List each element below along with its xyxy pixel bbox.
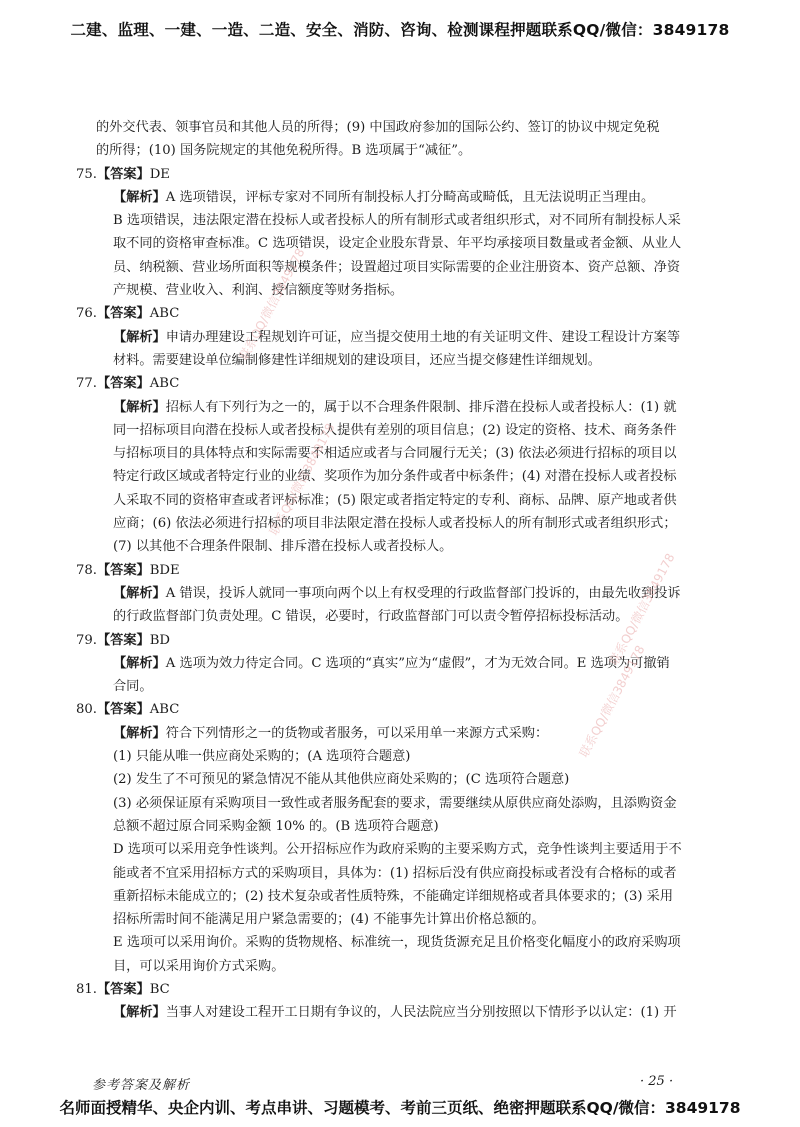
question-number: 75. [76, 166, 97, 182]
analysis-line [96, 326, 724, 349]
analysis-text: 申请办理建设工程规划许可证，应当提交使用土地的有关证明文件、建设工程设计方案等 [165, 329, 681, 345]
analysis-line [96, 349, 724, 372]
analysis-line [96, 419, 724, 442]
analysis-line [96, 535, 724, 558]
answer-tag: 【答案】 [96, 562, 150, 578]
analysis-line [96, 442, 724, 465]
analysis-line [96, 955, 724, 978]
analysis-tag: 【解析】 [113, 329, 166, 345]
analysis-line [96, 489, 724, 512]
analysis-text: 合同。 [113, 679, 153, 695]
answer-value: BDE [149, 562, 180, 578]
footer-title: 参考答案及解析 [92, 1078, 191, 1093]
analysis-text: A 选项为效力待定合同。C 选项的“真实”应为“虚假”，才为无效合同。E 选项为可撤销 [165, 655, 670, 671]
answer-value: BC [149, 981, 170, 997]
analysis-tag: 【解析】 [113, 585, 166, 601]
analysis-line [96, 186, 724, 209]
analysis-text: 应商；(6) 依法必须进行招标的项目非法限定潜在投标人或者投标人的所有制形式或者组织形式； [113, 516, 677, 532]
analysis-text: 与招标项目的具体特点和实际需要不相适应或者与合同履行无关；(3) 依法必须进行招标的项目以 [113, 446, 677, 462]
answer-line [76, 559, 724, 582]
watermark: 联系QQ/微信3849178 [266, 421, 338, 538]
analysis-line [96, 1001, 724, 1024]
question-number: 80. [76, 702, 97, 718]
analysis-text: 总额不超过原合同采购金额 10% 的。(B 选项符合题意) [113, 818, 439, 834]
analysis-line [96, 582, 724, 605]
answer-line [76, 302, 724, 325]
answer-tag: 【答案】 [96, 702, 150, 718]
answer-tag: 【答案】 [96, 376, 150, 392]
answer-tag: 【答案】 [96, 166, 150, 182]
analysis-text: A 错误，投诉人就同一事项向两个以上有权受理的行政监督部门投诉的，由最先收到投诉 [165, 585, 681, 601]
answer-tag: 【答案】 [96, 981, 150, 997]
answer-line [76, 372, 724, 395]
analysis-text: 重新招标未能成立的；(2) 技术复杂或者性质特殊，不能确定详细规格或者具体要求的；(3) 采用 [113, 888, 674, 904]
watermark: 联系QQ/微信3849178 [606, 551, 678, 668]
analysis-text: A 选项错误，评标专家对不同所有制投标人打分畸高或畸低，且无法说明正当理由。 [165, 189, 655, 205]
analysis-text: (3) 必须保证原有采购项目一致性或者服务配套的要求，需要继续从原供应商处添购，且添购资金 [113, 795, 677, 811]
watermark: 联系QQ/微信3849178 [236, 246, 308, 363]
answer-value: ABC [149, 306, 180, 322]
answer-line [76, 163, 724, 186]
analysis-line [96, 465, 724, 488]
analysis-line [96, 838, 724, 861]
analysis-text: 材料。需要建设单位编制修建性详细规划的建设项目，还应当提交修建性详细规划。 [113, 352, 601, 368]
analysis-tag: 【解析】 [113, 655, 166, 671]
answer-tag: 【答案】 [96, 306, 150, 322]
analysis-tag: 【解析】 [113, 189, 166, 205]
analysis-text: E 选项可以采用询价。采购的货物规格、标准统一，现货货源充足且价格变化幅度小的政府采购项 [113, 935, 681, 951]
analysis-text: 产规模、营业收入、利润、授信额度等财务指标。 [113, 283, 404, 299]
analysis-line [96, 745, 724, 768]
watermark: 联系QQ/微信3849178 [576, 643, 648, 760]
answer-line [76, 978, 724, 1001]
analysis-text: 目，可以采用询价方式采购。 [113, 958, 285, 974]
answer-text-body [76, 116, 724, 1025]
answer-value: ABC [149, 702, 180, 718]
analysis-text: 符合下列情形之一的货物或者服务，可以采用单一来源方式采购： [165, 725, 549, 741]
answer-value: BD [149, 632, 170, 648]
analysis-tag: 【解析】 [113, 399, 166, 415]
analysis-text: (7) 以其他不合理条件限制、排斥潜在投标人或者投标人。 [113, 539, 453, 555]
analysis-line [96, 931, 724, 954]
bottom-banner: 名师面授精华、央企内训、考点串讲、习题模考、考前三页纸、绝密押题联系QQ/微信：3849178 [59, 1099, 741, 1117]
analysis-text: 人采取不同的资格审查或者评标标准；(5) 限定或者指定特定的专利、商标、品牌、原产地或者供 [113, 492, 677, 508]
analysis-line [96, 768, 724, 791]
question-number: 79. [76, 632, 97, 648]
answer-tag: 【答案】 [96, 632, 150, 648]
analysis-line [96, 279, 724, 302]
analysis-text: 同一招标项目向潜在投标人或者投标人提供有差别的项目信息；(2) 设定的资格、技术、商务条件 [113, 422, 677, 438]
analysis-text: 招标人有下列行为之一的，属于以不合理条件限制、排斥潜在投标人或者投标人：(1) 就 [165, 399, 677, 415]
intro-line: 的所得；(10) 国务院规定的其他免税所得。B 选项属于“减征”。 [96, 143, 472, 159]
analysis-text: 特定行政区域或者特定行业的业绩、奖项作为加分条件或者中标条件；(4) 对潜在投标人或者投标 [113, 469, 677, 485]
analysis-line [96, 256, 724, 279]
top-banner: 二建、监理、一建、一造、二造、安全、消防、咨询、检测课程押题联系QQ/微信：3849178 [70, 21, 730, 39]
answer-items [76, 163, 724, 1025]
answer-value: DE [149, 166, 170, 182]
analysis-text: 能或者不宜采用招标方式的采购项目，具体为：(1) 招标后没有供应商投标或者没有合格标的或者 [113, 865, 677, 881]
analysis-line [96, 908, 724, 931]
analysis-tag: 【解析】 [113, 1005, 166, 1021]
analysis-text: (2) 发生了不可预见的紧急情况不能从其他供应商处采购的；(C 选项符合题意) [113, 772, 570, 788]
page-number: · 25 · [640, 1074, 674, 1089]
analysis-line [96, 885, 724, 908]
analysis-text: (1) 只能从唯一供应商处采购的；(A 选项符合题意) [113, 749, 411, 765]
question-number: 78. [76, 562, 97, 578]
analysis-line [96, 815, 724, 838]
analysis-line [96, 722, 724, 745]
analysis-text: 取不同的资格审查标准。C 选项错误，设定企业股东背景、年平均承接项目数量或者金额、从业人 [113, 236, 682, 252]
analysis-text: 的行政监督部门负责处理。C 错误，必要时，行政监督部门可以责令暂停招标投标活动。 [113, 609, 629, 625]
analysis-text: B 选项错误，违法限定潜在投标人或者投标人的所有制形式或者组织形式，对不同所有制投标人采 [113, 213, 681, 229]
answer-line [76, 698, 724, 721]
analysis-text: 招标所需时间不能满足用户紧急需要的；(4) 不能事先计算出价格总额的。 [113, 912, 545, 928]
answer-value: ABC [149, 376, 180, 392]
intro-line: 的外交代表、领事官员和其他人员的所得；(9) 中国政府参加的国际公约、签订的协议中规定免税 [96, 120, 660, 135]
analysis-text: 当事人对建设工程开工日期有争议的，人民法院应当分别按照以下情形予以认定：(1) 开 [165, 1005, 677, 1021]
analysis-text: 员、纳税额、营业场所面积等规模条件；设置超过项目实际需要的企业注册资本、资产总额、净资 [113, 259, 681, 275]
question-number: 77. [76, 376, 97, 392]
question-number: 81. [76, 981, 97, 997]
question-number: 76. [76, 306, 97, 322]
analysis-line [96, 396, 724, 419]
analysis-line [96, 862, 724, 885]
analysis-line [96, 232, 724, 255]
analysis-line [96, 792, 724, 815]
analysis-tag: 【解析】 [113, 725, 166, 741]
analysis-line [96, 209, 724, 232]
analysis-text: D 选项可以采用竞争性谈判。公开招标应作为政府采购的主要采购方式，竞争性谈判主要适用于不 [113, 842, 682, 858]
analysis-line [96, 512, 724, 535]
